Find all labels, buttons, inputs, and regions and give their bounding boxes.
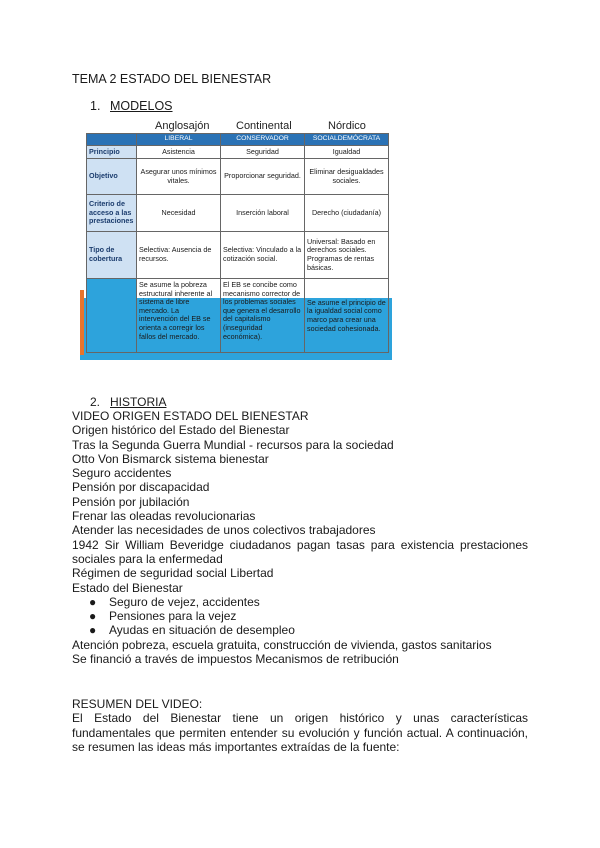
table-row xyxy=(87,232,389,279)
table-cell: Igualdad xyxy=(305,146,389,159)
row-label: Principio xyxy=(87,146,137,159)
video-summary xyxy=(72,697,528,754)
bullet-dot-icon: ● xyxy=(89,623,97,638)
summary-heading: RESUMEN DEL VIDEO: xyxy=(72,697,203,711)
col-header-continental: Continental xyxy=(236,120,292,132)
decorative-orange-bar xyxy=(80,290,84,355)
note-line-atencion: Atención pobreza, escuela gratuita, construcción de vivienda, gastos sanitarios xyxy=(72,637,492,652)
table-cell: Universal: Basado en derechos sociales. Programas de rentas básicas. xyxy=(305,232,389,279)
row-label xyxy=(87,279,137,353)
note-line: Tras la Segunda Guerra Mundial - recursos para la sociedad xyxy=(72,437,394,452)
history-notes xyxy=(72,409,528,666)
note-line: Estado del Bienestar xyxy=(72,580,183,595)
table-row xyxy=(87,279,389,353)
type-header-liberal: LIBERAL xyxy=(137,134,221,146)
type-header-socialdemocrata: SOCIALDEMÓCRATA xyxy=(305,134,389,146)
page-title: TEMA 2 ESTADO DEL BIENESTAR xyxy=(72,72,272,86)
table-cell: Seguridad xyxy=(221,146,305,159)
note-line: Seguro accidentes xyxy=(72,466,172,481)
table-cell: Derecho (ciudadanía) xyxy=(305,195,389,232)
note-line: Pensión por discapacidad xyxy=(72,480,210,495)
table-cell: Selectiva: Vinculado a la cotización social. xyxy=(221,232,305,279)
section-heading-historia xyxy=(90,395,166,410)
section-title: MODELOS xyxy=(110,99,173,113)
table-cell: Proporcionar seguridad. xyxy=(221,159,305,195)
table-cell: Necesidad xyxy=(137,195,221,232)
bullet-item xyxy=(72,595,528,609)
table-cell: Asistencia xyxy=(137,146,221,159)
note-line: VIDEO ORIGEN ESTADO DEL BIENESTAR xyxy=(72,409,309,423)
note-line: Pensión por jubilación xyxy=(72,494,190,509)
bullet-text: Pensiones para la vejez xyxy=(109,609,237,624)
table-cell: Se asume el principio de la igualdad social como marco para crear una sociedad cohesionada. xyxy=(305,279,389,353)
table-cell: Inserción laboral xyxy=(221,195,305,232)
table-row xyxy=(87,134,389,146)
note-line-beveridge: 1942 Sir William Beveridge ciudadanos pagan tasas para existencia prestaciones sociales para la enfermedad xyxy=(72,537,528,566)
note-line: Otto Von Bismarck sistema bienestar xyxy=(72,451,269,466)
row-label: Tipo de cobertura xyxy=(87,232,137,279)
table-cell: Eliminar desigualdades sociales. xyxy=(305,159,389,195)
table-cell: Se asume la pobreza estructural inherente al sistema de libre mercado. La intervención del EB se orienta a corregir los fallos del mercado. xyxy=(137,279,221,353)
bullet-item xyxy=(72,609,528,623)
col-header-nordico: Nórdico xyxy=(328,120,366,132)
row-label: Criterio de acceso a las prestaciones xyxy=(87,195,137,232)
table-row xyxy=(87,159,389,195)
bullet-item xyxy=(72,623,528,637)
section-title: HISTORIA xyxy=(110,395,167,409)
section-number: 1. xyxy=(90,99,101,113)
table-row xyxy=(87,195,389,232)
col-header-anglosajon: Anglosajón xyxy=(155,120,210,132)
note-line: Origen histórico del Estado del Bienestar xyxy=(72,423,290,438)
type-header-conservador: CONSERVADOR xyxy=(221,134,305,146)
table-cell: El EB se concibe como mecanismo corrector de los problemas sociales que genera el desarrollo del capitalismo (inseguridad económica). xyxy=(221,279,305,353)
bullet-dot-icon: ● xyxy=(89,609,97,624)
row-label: Objetivo xyxy=(87,159,137,195)
models-table-image xyxy=(80,118,392,360)
note-line: Atender las necesidades de unos colectivos trabajadores xyxy=(72,523,376,538)
section-heading-modelos xyxy=(90,99,173,114)
note-line: Frenar las oleadas revolucionarias xyxy=(72,509,256,524)
table-row xyxy=(87,146,389,159)
note-line: Régimen de seguridad social Libertad xyxy=(72,566,274,581)
bullet-text: Seguro de vejez, accidentes xyxy=(109,594,260,609)
note-line-financio: Se financió a través de impuestos Mecanismos de retribución xyxy=(72,652,399,667)
bullet-dot-icon: ● xyxy=(89,594,97,609)
section-number: 2. xyxy=(90,395,101,409)
table-cell: Selectiva: Ausencia de recursos. xyxy=(137,232,221,279)
summary-text: El Estado del Bienestar tiene un origen histórico y unas características fundamentales que permiten entender su evolución y función actual. A continuación, se resumen las ideas más importantes extraídas de la fuente: xyxy=(72,711,528,754)
models-table xyxy=(86,133,389,353)
table-cell xyxy=(87,134,137,146)
table-cell: Asegurar unos mínimos vitales. xyxy=(137,159,221,195)
bullet-text: Ayudas en situación de desempleo xyxy=(109,623,295,638)
